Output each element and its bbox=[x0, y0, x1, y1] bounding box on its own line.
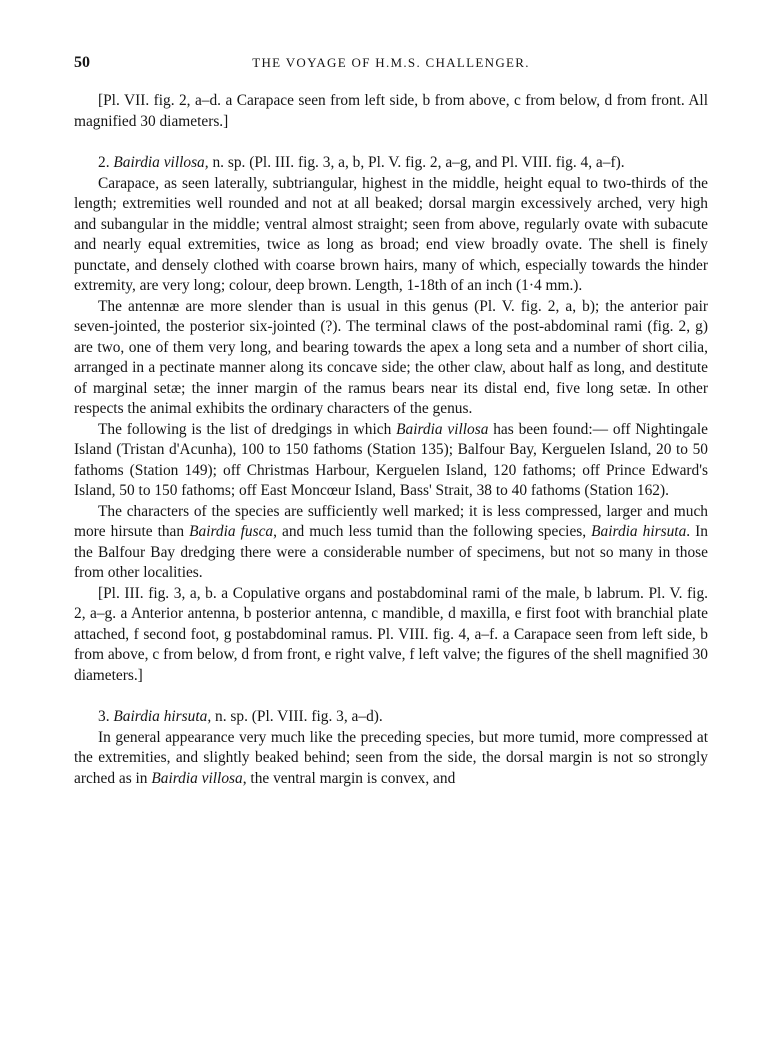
hirsuta-part-2: , the ventral margin is convex, and bbox=[242, 769, 456, 787]
hirsuta-part-1: In general appearance very much like the preceding species, but more tumid, more compressed at the extremities, and slightly beaked behind; seen from the side, the dorsal margin is not so strongly arched as in bbox=[74, 728, 708, 787]
running-head: THE VOYAGE OF H.M.S. CHALLENGER. bbox=[252, 55, 530, 70]
hirsuta-name-villosa: Bairdia villosa bbox=[151, 769, 243, 787]
description-carapace: Carapace, as seen laterally, subtriangular, highest in the middle, height equal to two-thirds of the length; extremities well rounded and not at all beaked; dorsal margin excessively arched, very high and subangular in the middle; ventral almost straight; seen from above, regularly ovate with subacute and nearly equal extremities, twice as long as broad; end view broadly ovate. The shell is finely punctate, and densely clothed with coarse brown hairs, many of which, especially towards the hinder extremity, are very long; colour, deep brown. Length, 1-18th of an inch (1·4 mm.). bbox=[74, 174, 708, 294]
dredging-list bbox=[74, 420, 708, 502]
figure-caption-bairdia-villosa: [Pl. III. fig. 3, a, b. a Copulative organs and postabdominal rami of the male, b labrum. Pl. V. fig. 2, a–g. a Anterior antenna, b posterior antenna, c mandible, d maxilla, e first foot with branchial plate attached, f second foot, g postabdominal ramus. Pl. VIII. fig. 4, a–f. a Carapace seen from left side, b from above, c from below, d from front, e right valve, f left valve; the figures of the shell magnified 30 diameters.] bbox=[74, 584, 708, 684]
figure-caption-pl-vii: [Pl. VII. fig. 2, a–d. a Carapace seen from left side, b from above, c from below, d from front. All magnified 30 diameters.] bbox=[74, 92, 708, 130]
species-heading-tail: n. sp. (Pl. III. fig. 3, a, b, Pl. V. fig. 2, a–g, and Pl. VIII. fig. 4, a–f). bbox=[208, 154, 625, 171]
dredging-intro: The following is the list of dredgings in which bbox=[98, 420, 397, 438]
page bbox=[74, 54, 708, 789]
species-heading-bairdia-hirsuta bbox=[74, 707, 708, 728]
species-number: 3. bbox=[98, 708, 110, 725]
section-gap bbox=[74, 686, 708, 707]
section-gap bbox=[74, 132, 708, 153]
dredging-stations: has been found:— off Nightingale Island (Tristan d'Acunha), 100 to 150 fathoms (Station 135); Balfour Bay, Kerguelen Island, 20 to 50 fathoms (Station 149); off Christmas Harbour, Kerguelen Island, 120 fathoms; off Prince Edward's Island, 50 to 150 fathoms; off East Moncœur Island, Bass' Strait, 38 to 40 fathoms (Station 162). bbox=[74, 420, 708, 499]
species-comparison bbox=[74, 502, 708, 584]
dredging-species-name: Bairdia villosa bbox=[396, 420, 489, 438]
description-antennae: The antennæ are more slender than is usual in this genus (Pl. V. fig. 2, a, b); the anterior pair seven-jointed, the posterior six-jointed (?). The terminal claws of the post-abdominal rami (fig. 2, g) are two, one of them very long, and bearing towards the apex a long seta and a number of short cilia, arranged in a pectinate manner along its concave side; the other claw, about half as long, and destitute of marginal setæ; the inner margin of the ramus bears near its distal end, five long setæ. In other respects the animal exhibits the ordinary characters of the genus. bbox=[74, 297, 708, 417]
species-name: Bairdia hirsuta, bbox=[113, 708, 212, 725]
comparison-part-2: , and much less tumid than the following species, bbox=[273, 523, 592, 540]
comparison-name-hirsuta: Bairdia hirsuta bbox=[591, 523, 687, 540]
body-text bbox=[74, 91, 708, 789]
comparison-part-1: The characters of the species are sufficiently well marked; it is less compressed, larger and much more hirsute than bbox=[74, 502, 708, 540]
comparison-part-3: . In the Balfour Bay dredging there were a considerable number of specimens, but not so many in those from other localities. bbox=[74, 523, 708, 581]
comparison-name-fusca: Bairdia fusca bbox=[189, 523, 274, 540]
species-name: Bairdia villosa, bbox=[113, 154, 209, 171]
page-number: 50 bbox=[74, 54, 90, 71]
species-heading-bairdia-villosa bbox=[74, 153, 708, 174]
description-hirsuta bbox=[74, 728, 708, 790]
species-number: 2. bbox=[98, 154, 110, 171]
species-heading-tail: n. sp. (Pl. VIII. fig. 3, a–d). bbox=[211, 708, 383, 725]
page-header bbox=[74, 54, 708, 76]
